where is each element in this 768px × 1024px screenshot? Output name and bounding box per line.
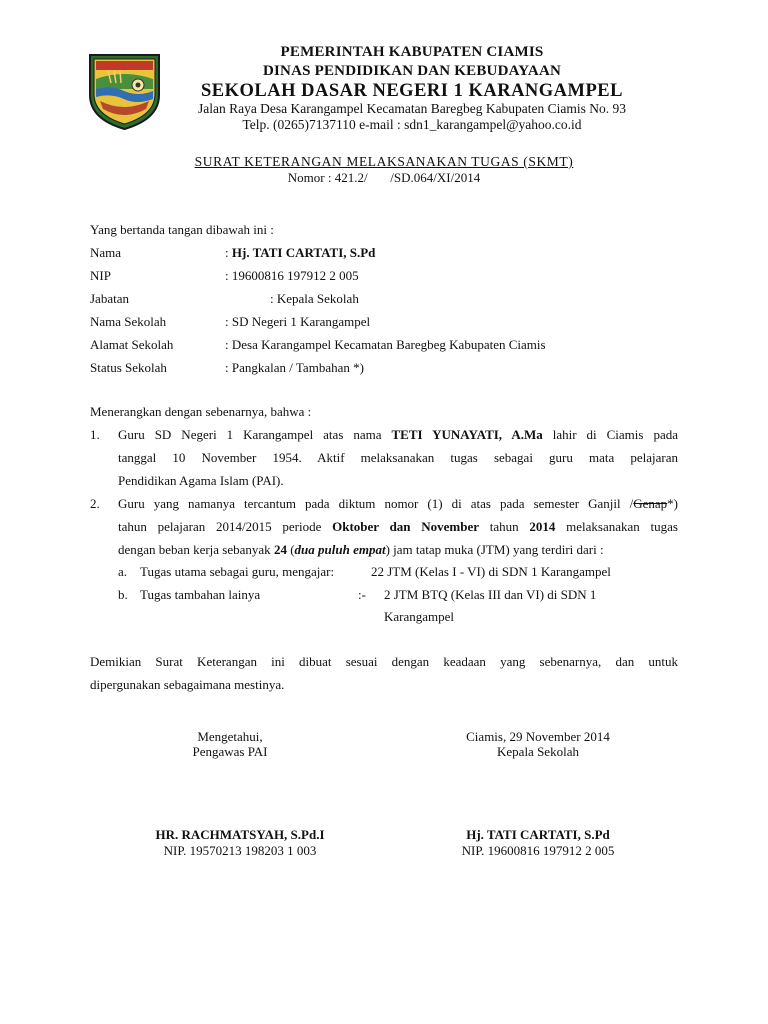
header-contact: Telp. (0265)7137110 e-mail : sdn1_karangampel@yahoo.co.id [242,117,582,132]
header-school-name: SEKOLAH DASAR NEGERI 1 KARANGAMPEL [201,81,623,101]
item2-number: 2. [90,496,100,511]
item1-number: 1. [90,427,100,442]
sign-right-nip: NIP. 19600816 197912 2 005 [461,843,615,858]
header-department: DINAS PENDIDIKAN DAN KEBUDAYAAN [262,63,562,79]
field-label-status-sekolah: Status Sekolah [90,360,167,375]
closing-line2: dipergunakan sebagaimana mestinya. [90,677,285,692]
sign-left-nip: NIP. 19570213 198203 1 003 [163,843,317,858]
subitem-b-label: Tugas tambahan lainya [140,587,261,602]
field-value-nama: : Hj. TATI CARTATI, S.Pd [225,245,376,260]
document-number: Nomor : 421.2/ /SD.064/XI/2014 [287,170,481,185]
sign-left-role: Pengawas PAI [192,744,268,759]
item1-line3: Pendidikan Agama Islam (PAI). [118,473,284,488]
subitem-b-separator: :- [358,587,366,602]
subitem-a-value: 22 JTM (Kelas I - VI) di SDN 1 Karangampel [371,564,611,579]
item2-line2: tahun pelajaran 2014/2015 periode Oktober dan November tahun 2014 melaksanakan tugas [118,519,678,534]
intro-text: Yang bertanda tangan dibawah ini : [90,222,274,237]
item1-line1: Guru SD Negeri 1 Karangampel atas nama TETI YUNAYATI, A.Ma lahir di Ciamis pada [118,427,678,442]
subitem-b-value-cont: Karangampel [384,609,455,624]
sign-right-name: Hj. TATI CARTATI, S.Pd [466,827,610,842]
item1-line2: tanggal 10 November 1954. Aktif melaksanakan tugas sebagai guru mata pelajaran [118,450,678,465]
item2-line1: Guru yang namanya tercantum pada diktum nomor (1) di atas pada semester Ganjil /Genap*) [118,496,678,511]
sign-right-place-date: Ciamis, 29 November 2014 [466,729,610,744]
sign-left-acknowledged: Mengetahui, [197,729,263,744]
field-label-nip: NIP [90,268,111,283]
field-value-nip: : 19600816 197912 2 005 [225,268,359,283]
sign-right-role: Kepala Sekolah [497,744,579,759]
field-label-nama-sekolah: Nama Sekolah [90,314,167,329]
field-label-jabatan: Jabatan [90,291,129,306]
subitem-a-number: a. [118,564,128,579]
document-title: SURAT KETERANGAN MELAKSANAKAN TUGAS (SKMT) [194,154,574,169]
subitem-b-value: 2 JTM BTQ (Kelas III dan VI) di SDN 1 [384,587,597,602]
subitem-b-number: b. [118,587,128,602]
statement-text: Menerangkan dengan sebenarnya, bahwa : [90,404,312,419]
field-value-status-sekolah: : Pangkalan / Tambahan *) [225,360,364,375]
subitem-a-label: Tugas utama sebagai guru, mengajar: [140,564,335,579]
field-value-jabatan: : Kepala Sekolah [270,291,359,306]
item2-line3: dengan beban kerja sebanyak 24 (dua puluh empat) jam tatap muka (JTM) yang terdiri dari : [118,542,604,557]
field-value-nama-sekolah: : SD Negeri 1 Karangampel [225,314,371,329]
field-label-nama: Nama [90,245,122,260]
closing-line1: Demikian Surat Keterangan ini dibuat sesuai dengan keadaan yang sebenarnya, dan untuk [90,654,678,669]
header-address: Jalan Raya Desa Karangampel Kecamatan Baregbeg Kabupaten Ciamis No. 93 [197,101,627,116]
field-label-alamat-sekolah: Alamat Sekolah [90,337,174,352]
field-value-alamat-sekolah: : Desa Karangampel Kecamatan Baregbeg Kabupaten Ciamis [225,337,546,352]
header-government: PEMERINTAH KABUPATEN CIAMIS [280,44,544,60]
ciamis-emblem-logo [86,49,163,131]
sign-left-name: HR. RACHMATSYAH, S.Pd.I [155,827,325,842]
